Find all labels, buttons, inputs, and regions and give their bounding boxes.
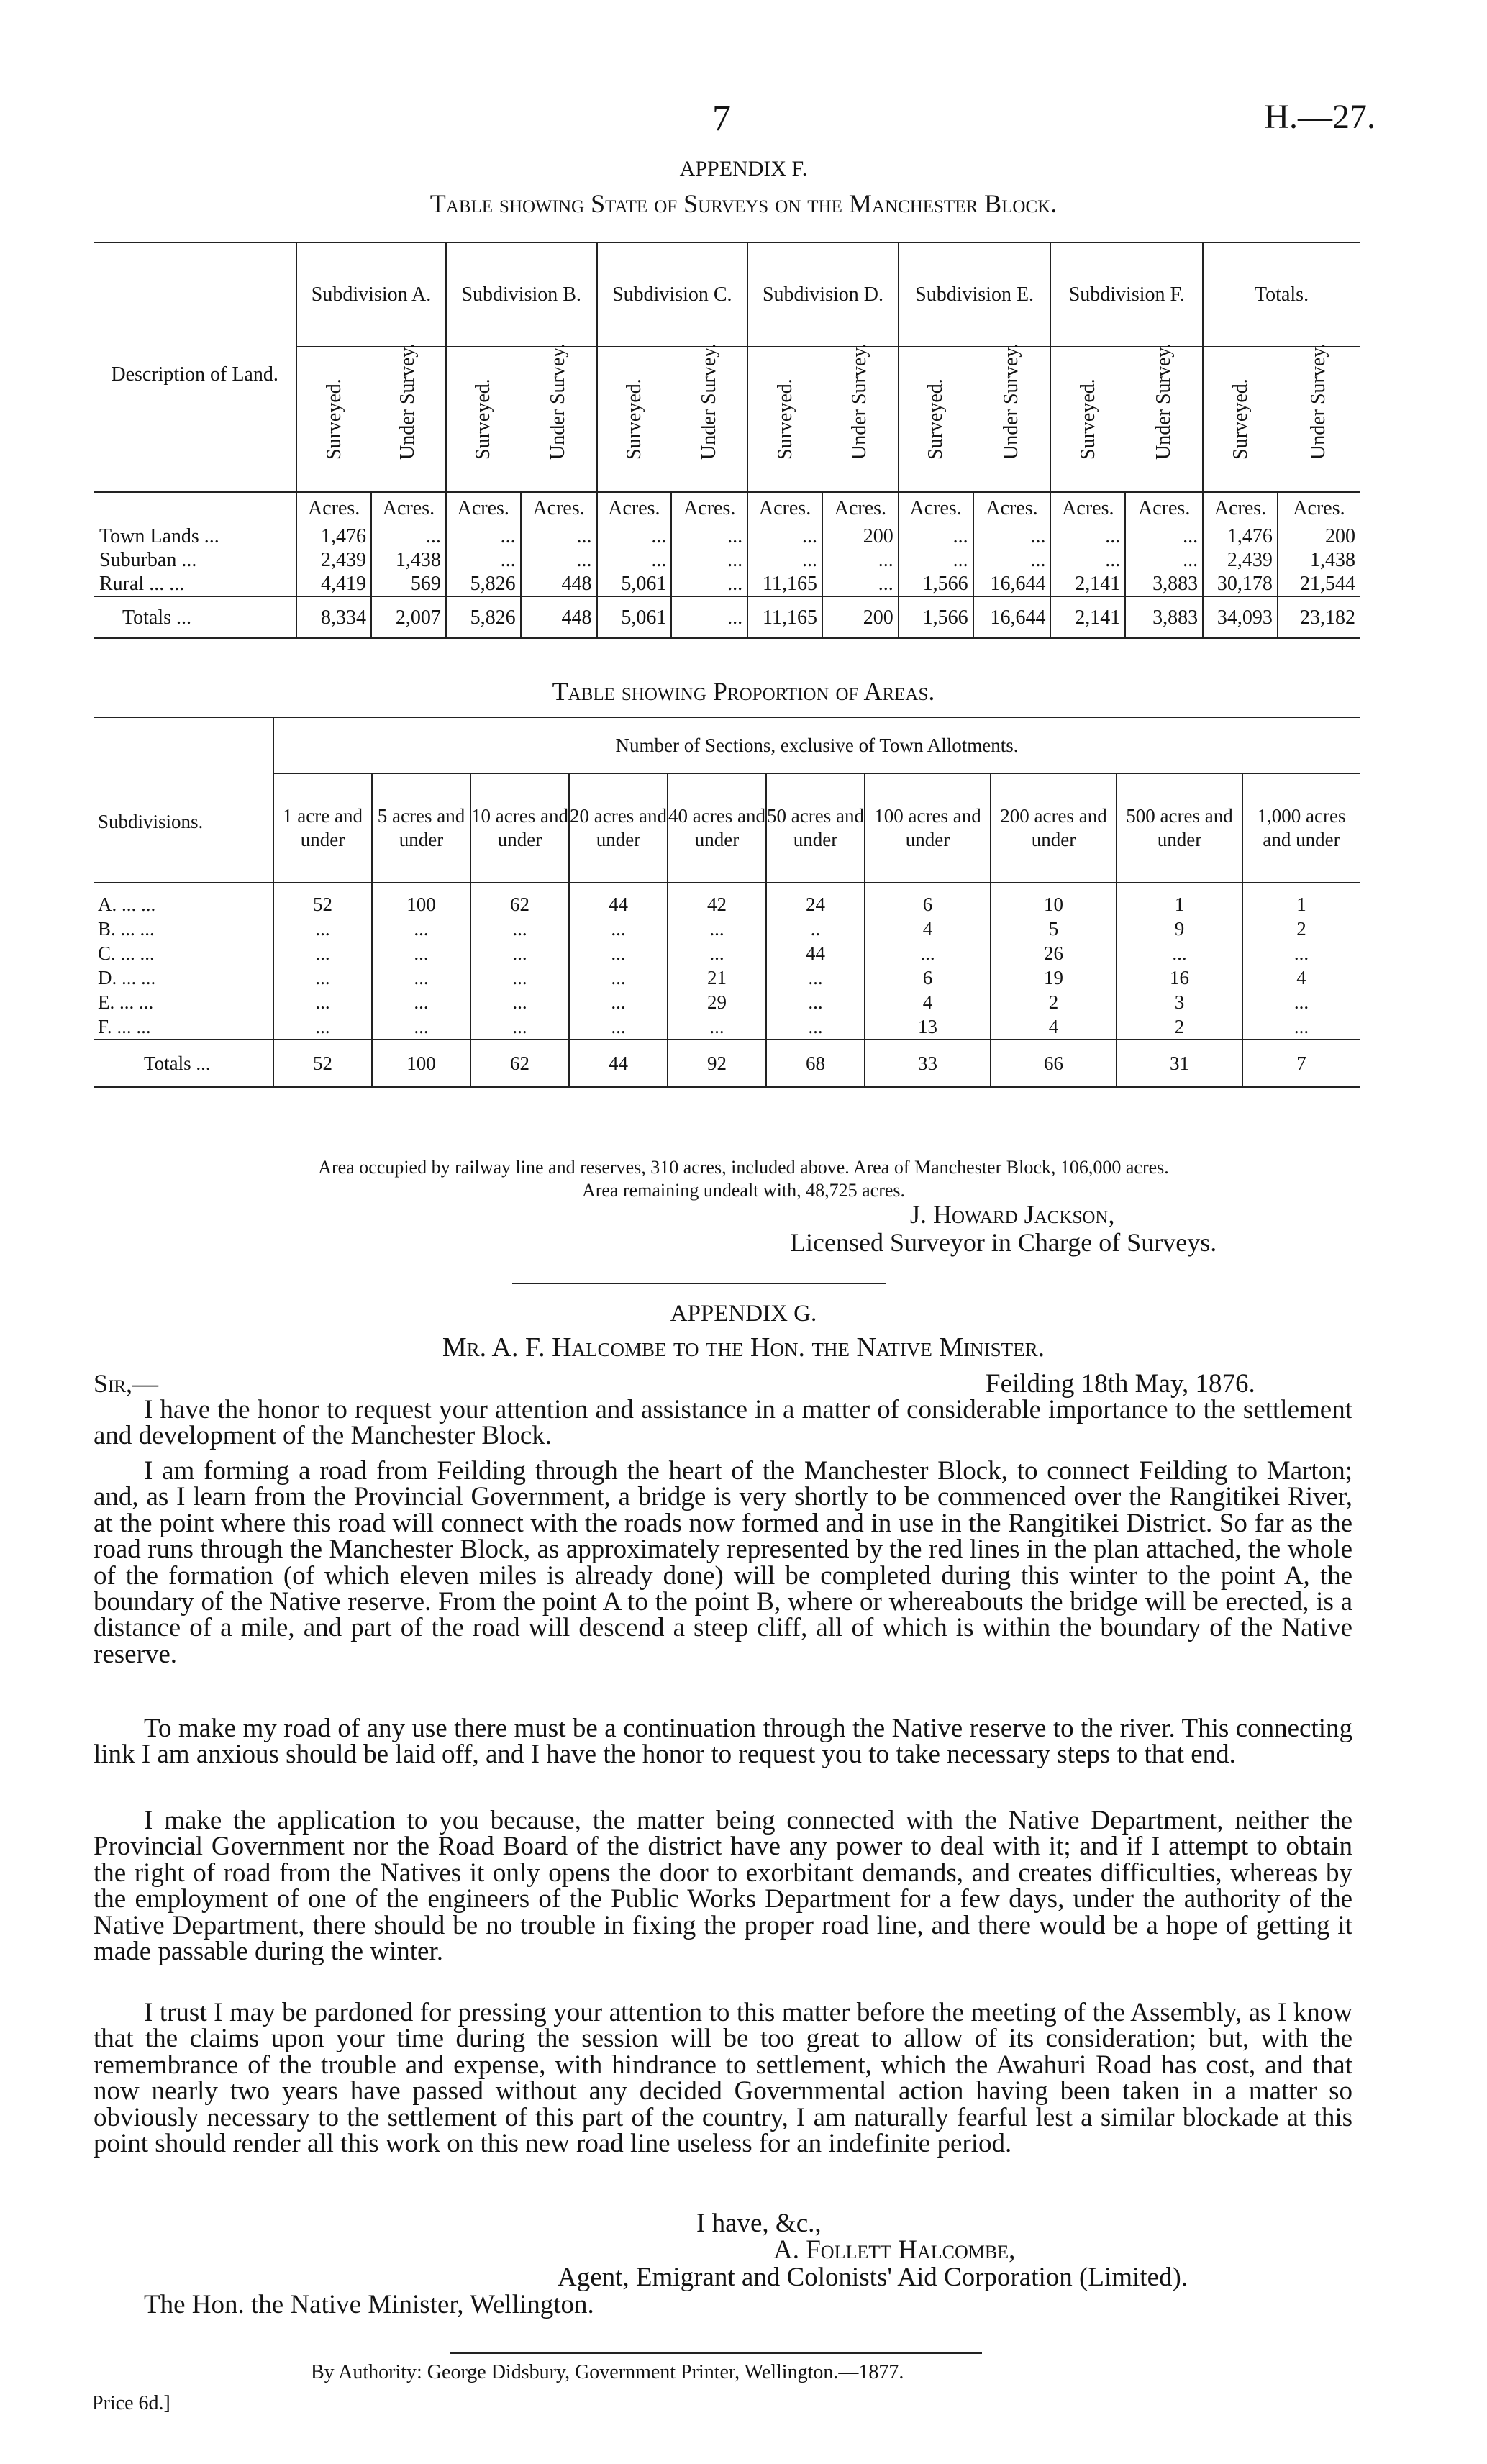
subdivision-b-header: Subdivision B. <box>446 242 597 347</box>
table-row <box>94 883 1360 917</box>
totals-cell: 448 <box>521 596 597 638</box>
table-cell: ... <box>569 917 668 941</box>
table-cell: ... <box>521 524 597 548</box>
table-cell: ... <box>1050 524 1125 548</box>
table-cell: 29 <box>668 990 766 1014</box>
table-row <box>94 1014 1360 1040</box>
sections-group-header: Number of Sections, exclusive of Town Allotments. <box>273 717 1360 773</box>
totals-cell: 3,883 <box>1125 596 1203 638</box>
table-cell: ... <box>668 917 766 941</box>
table-row <box>94 548 1360 572</box>
page-number: 7 <box>712 98 731 139</box>
totals-cell: 200 <box>822 596 899 638</box>
letter-date: Feilding 18th May, 1876. <box>986 1369 1255 1399</box>
subcolumn-label: Surveyed. <box>773 378 796 460</box>
table-cell: 44 <box>569 883 668 917</box>
subcolumn-header <box>973 343 1051 492</box>
table-cell: 2 <box>991 990 1117 1014</box>
table-cell: ... <box>822 572 899 596</box>
price: Price 6d.] <box>92 2392 170 2414</box>
table-cell: 19 <box>991 965 1117 990</box>
table-cell: ... <box>446 524 521 548</box>
proportion-table-title: Table showing Proportion of Areas. <box>552 677 935 706</box>
totals-cell: 34,093 <box>1203 596 1278 638</box>
size-column-header: 500 acres and under <box>1117 773 1242 883</box>
subcolumn-label: Surveyed. <box>322 378 345 460</box>
totals-cell: 31 <box>1117 1040 1242 1087</box>
table-cell: ... <box>766 1014 865 1040</box>
totals-cell: 92 <box>668 1040 766 1087</box>
addressee: The Hon. the Native Minister, Wellington. <box>144 2290 594 2319</box>
table-cell: ... <box>822 548 899 572</box>
totals-cell: 5,061 <box>597 596 672 638</box>
table-cell: ... <box>668 1014 766 1040</box>
subcolumn-label: Surveyed. <box>622 378 645 460</box>
imprint: By Authority: George Didsbury, Government Printer, Wellington.—1877. <box>311 2361 904 2383</box>
totals-cell: 52 <box>273 1040 372 1087</box>
table-cell: ... <box>671 548 747 572</box>
totals-row <box>94 596 1360 638</box>
subcolumn-header <box>822 343 899 492</box>
table-cell: ... <box>1125 524 1203 548</box>
letter-paragraph-1: I have the honor to request your attention and assistance in a matter of considerable importance to the settlement and development of the Manchester Block. <box>94 1395 1352 1451</box>
table-cell: 30,178 <box>1203 572 1278 596</box>
table-cell: ... <box>273 965 372 990</box>
subdivision-label: A. ... ... <box>94 883 273 917</box>
table-cell: 16,644 <box>973 572 1051 596</box>
table-cell: 569 <box>371 572 446 596</box>
table-cell: ... <box>569 941 668 965</box>
table-cell: ... <box>671 572 747 596</box>
table-cell: 5 <box>991 917 1117 941</box>
size-column-header: 5 acres and under <box>372 773 470 883</box>
subdivision-c-header: Subdivision C. <box>597 242 748 347</box>
table-cell: ... <box>597 524 672 548</box>
table-cell: 200 <box>1325 525 1355 547</box>
appendix-g-title: Mr. A. F. Halcombe to the Hon. the Native Minister. <box>442 1332 1045 1363</box>
table-cell: ... <box>372 965 470 990</box>
totals-cell: 62 <box>470 1040 569 1087</box>
table-cell: 3,883 <box>1125 572 1203 596</box>
proportion-of-areas-table <box>94 717 1360 1088</box>
document-reference: H.—27. <box>1264 98 1375 136</box>
unit-label: Acres. <box>822 492 899 524</box>
table-cell: ... <box>569 990 668 1014</box>
table-cell: ... <box>470 990 569 1014</box>
unit-label: Acres. <box>973 492 1051 524</box>
size-column-header: 20 acres and under <box>569 773 668 883</box>
table-cell: ... <box>371 524 446 548</box>
table-cell: ... <box>747 524 822 548</box>
table-cell: 2,141 <box>1050 572 1125 596</box>
unit-label: Acres. <box>671 492 747 524</box>
table-cell: ... <box>470 941 569 965</box>
table-cell: 5,826 <box>446 572 521 596</box>
table-cell: ... <box>273 990 372 1014</box>
totals-row <box>94 1040 1360 1087</box>
table-cell: 1,476 <box>296 524 371 548</box>
table-cell: ... <box>1293 991 1309 1013</box>
size-column-header: 10 acres and under <box>470 773 569 883</box>
table-cell: ... <box>973 524 1051 548</box>
size-column-header: 40 acres and under <box>668 773 766 883</box>
table-cell: ... <box>372 1014 470 1040</box>
subcolumn-header <box>1203 347 1278 492</box>
unit-label: Acres. <box>747 492 822 524</box>
subdivision-label: E. ... ... <box>94 990 273 1014</box>
table-cell: 6 <box>865 883 991 917</box>
subcolumn-label: Under Survey. <box>848 343 871 460</box>
table-cell: ... <box>766 990 865 1014</box>
table-cell: 448 <box>521 572 597 596</box>
subdivision-d-header: Subdivision D. <box>747 242 899 347</box>
appendix-g-heading: APPENDIX G. <box>670 1301 817 1327</box>
table-cell: ... <box>372 917 470 941</box>
subcolumn-label: Surveyed. <box>472 378 495 460</box>
subcolumn-label: Under Survey. <box>396 343 419 460</box>
table-cell: 5,061 <box>597 572 672 596</box>
totals-label: Totals ... <box>94 596 296 638</box>
table-cell: ... <box>1125 548 1203 572</box>
subcolumn-header <box>597 347 672 492</box>
table-cell: ... <box>1293 1016 1309 1037</box>
table-cell: ... <box>273 917 372 941</box>
subcolumn-label: Surveyed. <box>1229 378 1252 460</box>
table-cell: 200 <box>822 524 899 548</box>
subdivision-label: B. ... ... <box>94 917 273 941</box>
table-cell: 1,566 <box>899 572 973 596</box>
subcolumn-label: Surveyed. <box>924 378 947 460</box>
table-cell: 24 <box>766 883 865 917</box>
totals-cell: 23,182 <box>1300 606 1355 629</box>
table-cell: ... <box>569 1014 668 1040</box>
undealt-area-note: Area remaining undealt with, 48,725 acres. <box>581 1180 906 1201</box>
table-cell: ... <box>372 941 470 965</box>
letter-paragraph-4: I make the application to you because, the matter being connected with the Native Department, neither the Provincial Government nor the Road Board of the district have any power to deal with it; and if I attempt to obtain the right of road from the Natives it only opens the door to exorbitant demands, and creates difficulties, whereas by the employment of one of the engineers of the Public Works Department for a few days, under the authority of the Native Department, there should be no trouble in fixing the proper road line, and there would be a hope of getting it made passable during the winter. <box>94 1806 1352 1967</box>
letter-paragraph-2: I am forming a road from Feilding through the heart of the Manchester Block, to connect Feilding to Marton; and, as I learn from the Provincial Government, a bridge is very shortly to be commenced over the Rangitikei River, at the point where this road will connect with the roads now formed and in use in the Rangitikei District. So far as the road runs through the Manchester Block, as approximately represented by the red lines in the plan attached, the whole of the formation (of which eleven miles is already done) will be completed during this winter to the point A, the boundary of the Native reserve. From the point A to the point B, where or whereabouts the bridge will be erected, is a distance of a mile, and part of the road will descend a steep cliff, all of which is within the boundary of the Native reserve. <box>94 1456 1352 1669</box>
letter-paragraph-3: To make my road of any use there must be a continuation through the Native reserve to the river. This connecting link I am anxious should be laid off, and I have the honor to request you to take necessary steps to that end. <box>94 1714 1352 1770</box>
row-label: Town Lands ... <box>94 524 296 548</box>
table-cell: 1,438 <box>1310 549 1355 571</box>
table-cell: 4,419 <box>296 572 371 596</box>
unit-label: Acres. <box>899 492 973 524</box>
surveyor-name: J. Howard Jackson, <box>910 1200 1115 1229</box>
totals-cell: 8,334 <box>296 596 371 638</box>
table-cell: ... <box>597 548 672 572</box>
unit-label: Acres. <box>296 492 371 524</box>
row-label: Suburban ... <box>94 548 296 572</box>
table-cell: ... <box>865 941 991 965</box>
appendix-f-title: Table showing State of Surveys on the Manchester Block. <box>429 189 1058 218</box>
table-cell: 2 <box>1296 918 1306 940</box>
unit-label: Acres. <box>1293 497 1345 519</box>
size-column-header: 100 acres and under <box>865 773 991 883</box>
table-cell: 100 <box>372 883 470 917</box>
table-cell: ... <box>569 965 668 990</box>
subcolumn-header <box>899 347 973 492</box>
table-row <box>94 965 1360 990</box>
table-cell: ... <box>372 990 470 1014</box>
section-divider <box>512 1283 886 1284</box>
table-row <box>94 524 1360 548</box>
table-cell: 11,165 <box>747 572 822 596</box>
survey-state-table <box>94 242 1360 639</box>
surveyor-title: Licensed Surveyor in Charge of Surveys. <box>790 1228 1217 1257</box>
subcolumn-label: Under Survey. <box>1306 343 1329 460</box>
table-cell: 4 <box>865 990 991 1014</box>
table-cell: 13 <box>865 1014 991 1040</box>
table-cell: 1 <box>1296 894 1306 915</box>
table-cell: 9 <box>1117 917 1242 941</box>
table-cell: 10 <box>991 883 1117 917</box>
table-cell: 52 <box>273 883 372 917</box>
table-row <box>94 572 1360 596</box>
totals-header: Totals. <box>1203 242 1360 347</box>
totals-cell: 100 <box>372 1040 470 1087</box>
salutation: Sir,— <box>94 1369 159 1398</box>
unit-label: Acres. <box>371 492 446 524</box>
unit-label: Acres. <box>597 492 672 524</box>
subcolumn-header <box>296 347 371 492</box>
totals-cell: 11,165 <box>747 596 822 638</box>
subcolumn-label: Under Survey. <box>547 343 570 460</box>
table-row <box>94 941 1360 965</box>
sender-name: A. Follett Halcombe, <box>773 2235 1016 2265</box>
table-cell: 6 <box>865 965 991 990</box>
subcolumn-header <box>1050 347 1125 492</box>
footer-divider <box>450 2352 982 2354</box>
table-cell: ... <box>668 941 766 965</box>
subcolumn-label: Surveyed. <box>1076 378 1099 460</box>
totals-cell: 5,826 <box>446 596 521 638</box>
totals-cell: 7 <box>1296 1052 1306 1074</box>
unit-label: Acres. <box>1125 492 1203 524</box>
subcolumn-header <box>446 347 521 492</box>
table-cell: ... <box>470 917 569 941</box>
table-cell: ... <box>1117 941 1242 965</box>
table-cell: ... <box>521 548 597 572</box>
totals-cell: ... <box>671 596 747 638</box>
table-cell: 3 <box>1117 990 1242 1014</box>
unit-label: Acres. <box>1050 492 1125 524</box>
subdivision-label: F. ... ... <box>94 1014 273 1040</box>
table-row <box>94 917 1360 941</box>
table-cell: 26 <box>991 941 1117 965</box>
table-cell: ... <box>747 548 822 572</box>
table-cell: 21 <box>668 965 766 990</box>
table-cell: 4 <box>1296 967 1306 988</box>
subcolumn-label: Under Survey. <box>1000 343 1023 460</box>
subcolumn-header <box>521 343 597 492</box>
unit-label: Acres. <box>1203 492 1278 524</box>
unit-label: Acres. <box>446 492 521 524</box>
subcolumn-label: Under Survey. <box>1152 343 1175 460</box>
table-cell: 44 <box>766 941 865 965</box>
table-cell: 42 <box>668 883 766 917</box>
letter-paragraph-5: I trust I may be pardoned for pressing your attention to this matter before the meeting of the Assembly, as I know that the claims upon your time during the session will be too great to allow of its consideration; but, with the remembrance of the trouble and expense, with hindrance to settlement, which the Awahuri Road has cost, and that now nearly two years have passed without any decided Governmental action having been taken in a matter so obviously necessary to the settlement of this part of the country, I am naturally fearful lest a similar blockade at this point should render all this work on this new road line useless for an indefinite period. <box>94 1998 1352 2159</box>
table-row <box>94 990 1360 1014</box>
table-cell: 1,438 <box>371 548 446 572</box>
subdivision-f-header: Subdivision F. <box>1050 242 1203 347</box>
table-cell: 62 <box>470 883 569 917</box>
totals-cell: 44 <box>569 1040 668 1087</box>
closing: I have, &c., <box>696 2209 822 2238</box>
size-column-header: 1,000 acres and under <box>1257 805 1346 850</box>
subcolumn-label: Under Survey. <box>697 343 720 460</box>
subdivision-e-header: Subdivision E. <box>899 242 1051 347</box>
table-cell: 2,439 <box>296 548 371 572</box>
table-cell: .. <box>766 917 865 941</box>
subcolumn-header <box>747 347 822 492</box>
table-cell: 4 <box>991 1014 1117 1040</box>
subdivisions-header: Subdivisions. <box>94 717 273 883</box>
totals-cell: 66 <box>991 1040 1117 1087</box>
railway-area-note: Area occupied by railway line and reserves, 310 acres, included above. Area of Manchester Block, 106,000 acres. <box>318 1157 1169 1178</box>
totals-cell: 2,141 <box>1050 596 1125 638</box>
table-cell: 2 <box>1117 1014 1242 1040</box>
table-cell: 4 <box>865 917 991 941</box>
row-label: Rural ... ... <box>94 572 296 596</box>
table-cell: ... <box>899 524 973 548</box>
table-cell: ... <box>273 1014 372 1040</box>
table-cell: 1 <box>1117 883 1242 917</box>
appendix-f-heading: APPENDIX F. <box>679 157 808 181</box>
table-cell: ... <box>273 941 372 965</box>
table-cell: ... <box>899 548 973 572</box>
totals-cell: 68 <box>766 1040 865 1087</box>
totals-cell: 2,007 <box>371 596 446 638</box>
subcolumn-header <box>371 343 446 492</box>
subcolumn-header <box>1125 343 1203 492</box>
totals-label: Totals ... <box>94 1040 273 1087</box>
table-cell: ... <box>973 548 1051 572</box>
table-cell: ... <box>470 1014 569 1040</box>
table-cell: ... <box>671 524 747 548</box>
subdivision-a-header: Subdivision A. <box>296 242 446 347</box>
table-cell: ... <box>1293 942 1309 964</box>
table-cell: 2,439 <box>1203 548 1278 572</box>
size-column-header: 1 acre and under <box>273 773 372 883</box>
totals-cell: 16,644 <box>973 596 1051 638</box>
table-cell: ... <box>1050 548 1125 572</box>
subdivision-label: C. ... ... <box>94 941 273 965</box>
size-column-header: 50 acres and under <box>766 773 865 883</box>
unit-label: Acres. <box>521 492 597 524</box>
subdivision-label: D. ... ... <box>94 965 273 990</box>
subcolumn-header <box>1278 343 1360 492</box>
size-column-header: 200 acres and under <box>991 773 1117 883</box>
sender-title: Agent, Emigrant and Colonists' Aid Corporation (Limited). <box>558 2263 1188 2292</box>
table-cell: 1,476 <box>1203 524 1278 548</box>
subcolumn-header <box>671 343 747 492</box>
table-cell: ... <box>766 965 865 990</box>
table-cell: ... <box>446 548 521 572</box>
description-of-land-header: Description of Land. <box>94 242 296 492</box>
table-cell: 16 <box>1117 965 1242 990</box>
table-cell: 21,544 <box>1300 573 1355 595</box>
table-cell: ... <box>470 965 569 990</box>
totals-cell: 33 <box>865 1040 991 1087</box>
totals-cell: 1,566 <box>899 596 973 638</box>
